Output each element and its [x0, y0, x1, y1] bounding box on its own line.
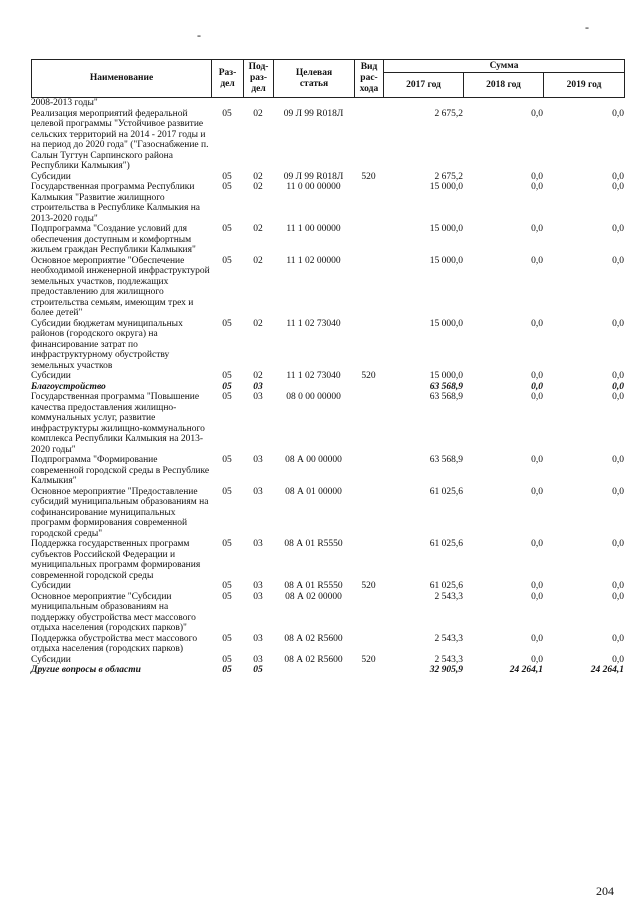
row-subsection: [243, 98, 273, 109]
row-section: 05: [222, 392, 232, 402]
row-value-2017: 2 675,2: [434, 171, 463, 182]
row-subsection: 02: [253, 371, 263, 381]
row-value-2018: 0,0: [531, 108, 543, 119]
row-value-2017: 2 543,3: [434, 654, 463, 665]
row-target-code: [273, 382, 354, 393]
header-sum: Сумма: [384, 60, 625, 73]
row-value-2018: 0,0: [531, 581, 543, 591]
budget-table: [31, 98, 624, 676]
table-row: [31, 109, 624, 172]
row-value-2019: 0,0: [612, 633, 624, 644]
row-target-code: 08 А 01 00000: [285, 486, 342, 497]
row-subsection: 02: [253, 108, 263, 119]
row-name: Субсидии бюджетам муниципальных районов (городского округа) на финансирование затрат по инфраструктурному обустройству земельных участков: [31, 318, 183, 371]
header-name: Наименование: [32, 60, 212, 98]
table-row: [31, 182, 624, 224]
row-subsection: 03: [253, 633, 263, 644]
page-number: 204: [596, 884, 614, 898]
row-subsection: 03: [253, 486, 263, 497]
header-target: Целевая статья: [274, 60, 355, 98]
row-value-2019: 0,0: [612, 255, 624, 266]
row-expense-type: [354, 382, 383, 393]
row-value-2018: 0,0: [531, 591, 543, 602]
row-value-2019: [543, 98, 624, 109]
row-target-code: [273, 98, 354, 109]
row-value-2019: 0,0: [612, 539, 624, 549]
table-row: [31, 581, 624, 592]
row-value-2018: 0,0: [531, 455, 543, 465]
table-header: [31, 59, 625, 98]
row-section: 05: [222, 591, 232, 602]
row-target-code: 08 А 01 R5550: [284, 539, 343, 549]
row-target-code: 09 Л 99 R018Л: [283, 108, 344, 119]
row-value-2017: 63 568,9: [429, 392, 463, 402]
table-row: [31, 655, 624, 666]
row-value-2019: 0,0: [612, 171, 624, 182]
row-value-2018: 0,0: [531, 318, 543, 329]
scan-mark-2: -: [585, 20, 589, 34]
row-value-2018: 0,0: [531, 633, 543, 644]
row-target-code: 08 А 02 R5600: [284, 633, 343, 644]
row-name: Субсидии: [31, 171, 71, 182]
row-section: 05: [222, 581, 232, 591]
row-value-2017: 15 000,0: [429, 224, 463, 234]
row-expense-type: [354, 109, 383, 172]
row-expense-type: [354, 98, 383, 109]
row-value-2019: 0,0: [612, 381, 624, 392]
row-value-2018: [463, 98, 543, 109]
header-2019: 2019 год: [544, 73, 625, 98]
row-value-2018: 0,0: [531, 381, 543, 392]
table-row: [31, 224, 624, 256]
row-name: 2008-2013 годы": [31, 98, 98, 108]
row-target-code: 08 А 00 00000: [285, 455, 342, 465]
row-value-2018: 0,0: [531, 539, 543, 549]
row-section: 05: [222, 455, 232, 465]
row-value-2018: 24 264,1: [509, 665, 543, 675]
row-value-2019: 0,0: [612, 318, 624, 329]
row-subsection: 03: [253, 455, 263, 465]
row-expense-type: 520: [361, 371, 376, 381]
scan-mark-1: -: [197, 28, 201, 42]
row-subsection: 03: [253, 654, 263, 665]
row-name: Основное мероприятие "Предоставление субсидий муниципальным образованиям на софинансирование муниципальных программ формирования современной городской среды": [31, 486, 209, 539]
row-expense-type: 520: [361, 654, 376, 665]
table-row: [31, 319, 624, 372]
row-value-2019: 0,0: [612, 654, 624, 665]
row-value-2017: 2 675,2: [434, 108, 463, 119]
row-value-2019: 0,0: [612, 591, 624, 602]
row-value-2017: 15 000,0: [429, 371, 463, 381]
row-section: [211, 98, 243, 109]
row-section: 05: [222, 182, 232, 192]
row-subsection: 03: [253, 392, 263, 402]
row-value-2019: 0,0: [612, 581, 624, 591]
row-name: Основное мероприятие "Субсидии муниципальным образованиям на поддержку обустройства мест массового отдыха населения (городских парков)": [31, 591, 196, 633]
row-value-2018: 0,0: [531, 371, 543, 381]
row-subsection: 02: [253, 318, 263, 329]
row-subsection: 02: [253, 171, 263, 182]
row-name: Субсидии: [31, 581, 71, 591]
table-row: [31, 634, 624, 655]
row-value-2017: 15 000,0: [429, 318, 463, 329]
row-name: Подпрограмма "Создание условий для обеспечения доступным и комфортным жильем граждан Республики Калмыкия": [31, 224, 196, 255]
row-section: 05: [222, 318, 232, 329]
table-row: [31, 256, 624, 319]
header-type: Вид рас- хода: [355, 60, 384, 98]
row-name: Субсидии: [31, 654, 71, 665]
row-section: 05: [222, 665, 232, 675]
row-target-code: 08 А 02 00000: [285, 591, 342, 602]
table-row: [31, 98, 624, 109]
row-expense-type: [354, 392, 383, 455]
row-expense-type: [354, 224, 383, 256]
row-value-2019: 0,0: [612, 455, 624, 465]
row-name: Поддержка государственных программ субъектов Российской Федерации и муниципальных программ формирования современной городской среды: [31, 539, 201, 581]
row-section: 05: [222, 255, 232, 266]
row-section: 05: [222, 108, 232, 119]
row-value-2018: 0,0: [531, 182, 543, 192]
row-subsection: 03: [253, 591, 263, 602]
row-name: Другие вопросы в области: [31, 665, 141, 675]
row-section: 05: [222, 371, 232, 381]
row-target-code: 11 1 00 00000: [286, 224, 341, 234]
row-name: Реализация мероприятий федеральной целевой программы "Устойчивое развитие сельских территорий на 2014 - 2017 годы и на период до 2020 года" ("Газоснабжение п. Салын Тугтун Сарпинского района Республики Калмыкия"): [31, 108, 209, 171]
row-subsection: 03: [253, 581, 263, 591]
row-value-2017: 61 025,6: [429, 486, 463, 497]
table-row: [31, 172, 624, 183]
row-value-2017: 63 568,9: [429, 381, 463, 392]
header-subsection: Под- раз- дел: [244, 60, 274, 98]
row-value-2018: 0,0: [531, 255, 543, 266]
row-expense-type: [354, 455, 383, 487]
row-target-code: 11 1 02 73040: [286, 318, 341, 329]
table-row: [31, 455, 624, 487]
row-subsection: 02: [253, 182, 263, 192]
row-target-code: 11 1 02 73040: [286, 371, 341, 381]
row-expense-type: [354, 487, 383, 540]
row-section: 05: [222, 224, 232, 234]
table-row: [31, 539, 624, 581]
table-row: [31, 592, 624, 634]
row-value-2019: 0,0: [612, 486, 624, 497]
header-2018: 2018 год: [464, 73, 544, 98]
row-section: 05: [222, 381, 232, 392]
row-value-2017: [383, 98, 463, 109]
row-expense-type: [354, 256, 383, 319]
row-target-code: 09 Л 99 R018Л: [283, 171, 344, 182]
row-value-2018: 0,0: [531, 486, 543, 497]
row-value-2017: 61 025,6: [429, 581, 463, 591]
row-subsection: 05: [253, 665, 263, 675]
row-expense-type: [354, 182, 383, 224]
row-value-2017: 15 000,0: [429, 255, 463, 266]
row-name: Государственная программа Республики Калмыкия "Развитие жилищного строительства в Республике Калмыкия на 2013-2020 годы": [31, 182, 201, 224]
row-expense-type: [354, 539, 383, 581]
row-target-code: 08 А 02 R5600: [284, 654, 343, 665]
row-expense-type: [354, 319, 383, 372]
row-target-code: 11 0 00 00000: [286, 182, 341, 192]
row-section: 05: [222, 171, 232, 182]
row-value-2019: 24 264,1: [590, 665, 624, 675]
row-value-2017: 15 000,0: [429, 182, 463, 192]
row-subsection: 03: [253, 539, 263, 549]
row-name: Подпрограмма "Формирование современной городской среды в Республике Калмыкия": [31, 455, 210, 486]
row-expense-type: [354, 665, 383, 676]
row-value-2017: 2 543,3: [434, 633, 463, 644]
row-expense-type: [354, 634, 383, 655]
row-value-2018: 0,0: [531, 392, 543, 402]
row-section: 05: [222, 486, 232, 497]
row-value-2019: 0,0: [612, 392, 624, 402]
row-name: Субсидии: [31, 371, 71, 381]
row-name: Основное мероприятие "Обеспечение необходимой инженерной инфраструктурой земельных участков, подлежащих предоставлению для жилищного строительства семьям, имеющим трех и более детей": [31, 255, 210, 318]
row-expense-type: 520: [361, 171, 376, 182]
table-row: [31, 392, 624, 455]
row-value-2019: 0,0: [612, 224, 624, 234]
row-value-2017: 63 568,9: [429, 455, 463, 465]
row-name: Государственная программа "Повышение качества предоставления жилищно-коммунальных услуг, развитие инфраструктуры жилищно-коммунального комплекса Республики Калмыкия на 2013-2020 годы": [31, 392, 205, 455]
row-value-2017: 2 543,3: [434, 591, 463, 602]
row-value-2019: 0,0: [612, 108, 624, 119]
table-row: [31, 382, 624, 393]
row-value-2017: 61 025,6: [429, 539, 463, 549]
row-expense-type: 520: [361, 581, 376, 591]
header-2017: 2017 год: [384, 73, 464, 98]
header-section: Раз- дел: [212, 60, 244, 98]
row-name: Благоустройство: [31, 381, 106, 392]
row-target-code: 08 0 00 00000: [286, 392, 341, 402]
row-section: 05: [222, 654, 232, 665]
row-expense-type: [354, 592, 383, 634]
row-subsection: 02: [253, 224, 263, 234]
row-value-2018: 0,0: [531, 224, 543, 234]
row-subsection: 03: [253, 381, 263, 392]
table-row: [31, 487, 624, 540]
row-section: 05: [222, 539, 232, 549]
row-subsection: 02: [253, 255, 263, 266]
row-target-code: 08 А 01 R5550: [284, 581, 343, 591]
row-target-code: [273, 665, 354, 676]
table-row: [31, 371, 624, 382]
table-row: [31, 665, 624, 676]
row-value-2019: 0,0: [612, 371, 624, 381]
row-name: Поддержка обустройства мест массового отдыха населения (городских парков): [31, 633, 198, 654]
row-section: 05: [222, 633, 232, 644]
row-value-2018: 0,0: [531, 654, 543, 665]
row-value-2017: 32 905,9: [429, 665, 463, 675]
row-value-2018: 0,0: [531, 171, 543, 182]
row-value-2019: 0,0: [612, 182, 624, 192]
row-target-code: 11 1 02 00000: [286, 255, 341, 266]
